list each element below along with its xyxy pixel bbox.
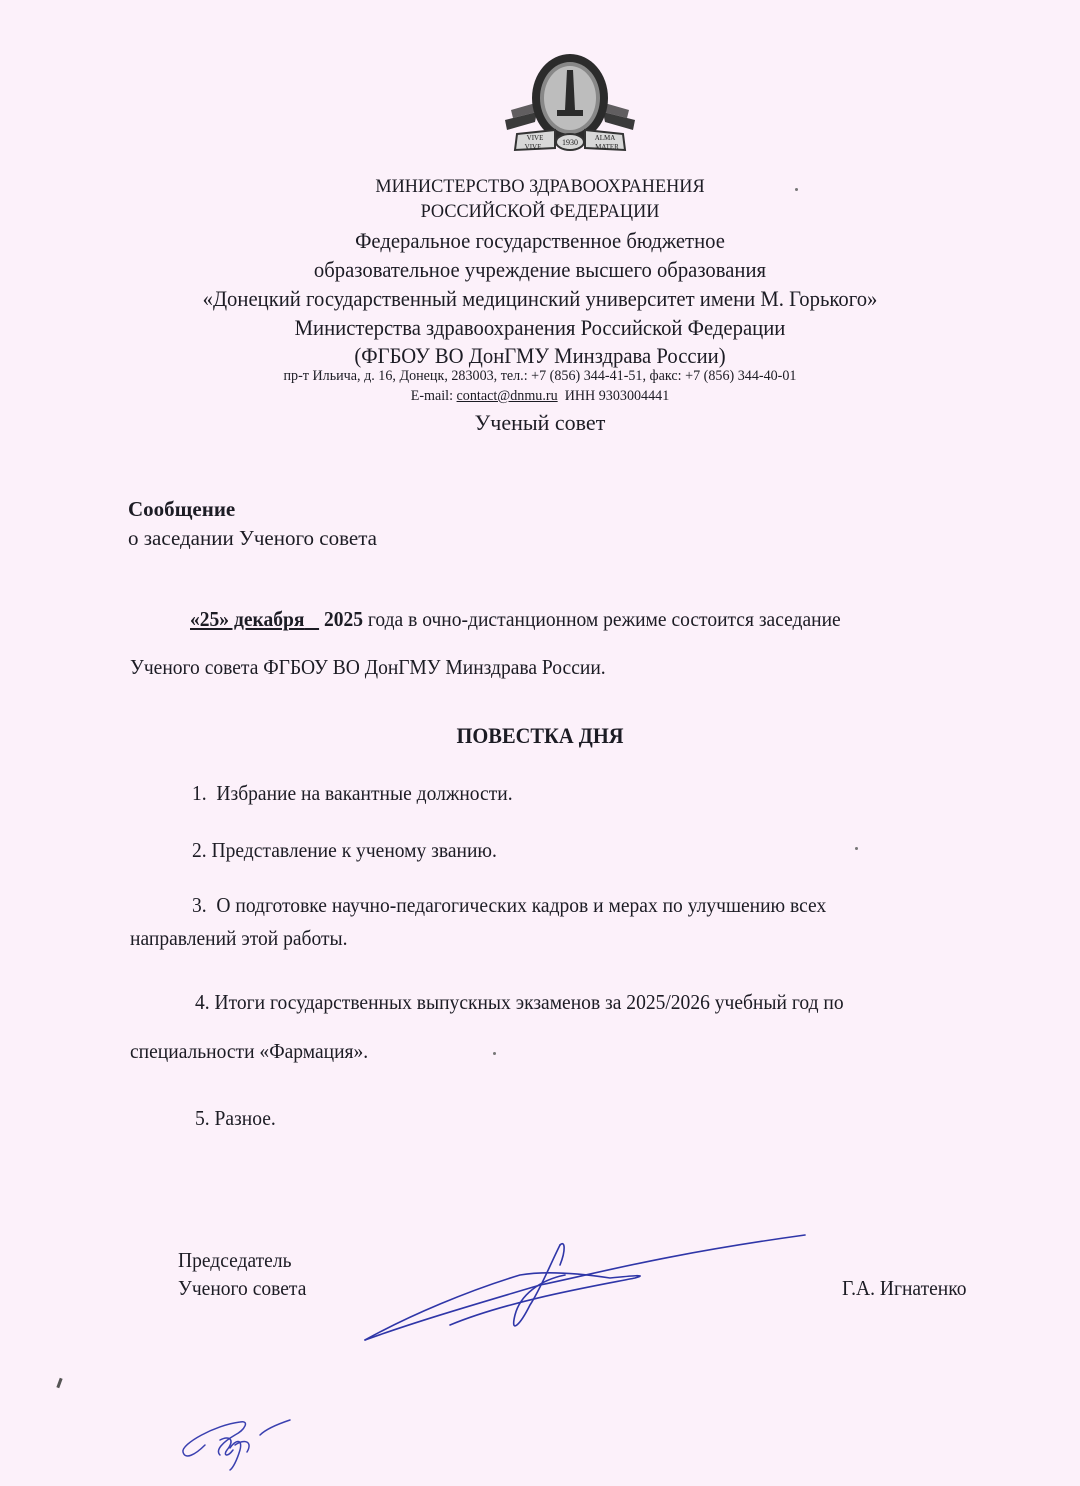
signer-position-line-2: Ученого совета: [178, 1276, 307, 1300]
ministry-line-2: РОССИЙСКОЙ ФЕДЕРАЦИИ: [420, 201, 660, 222]
scan-speck: [795, 188, 798, 191]
meeting-year: 2025: [323, 607, 364, 631]
agenda-item: 2. Представление к ученому званию.: [192, 838, 497, 862]
agenda-item: 5. Разное.: [195, 1106, 276, 1130]
university-emblem-icon: [497, 50, 643, 162]
inn: ИНН 9303004441: [564, 388, 670, 404]
agenda-title: ПОВЕСТКА ДНЯ: [456, 723, 624, 748]
org-line-4: Министерства здравоохранения Российской Федерации: [294, 315, 786, 340]
org-short-name: (ФГБОУ ВО ДонГМУ Минздрава России): [354, 343, 726, 368]
scan-speck: [493, 1052, 496, 1055]
org-contacts: [32, 388, 1047, 405]
council-title: Ученый совет: [474, 410, 606, 435]
signer-position-line-1: Председатель: [178, 1248, 292, 1272]
message-title: Сообщение: [128, 497, 236, 521]
agenda-item-continuation: специальности «Фармация».: [130, 1039, 369, 1063]
signer-name: Г.А. Игнатенко: [842, 1276, 967, 1300]
org-line-3: «Донецкий государственный медицинский университет имени М. Горького»: [202, 286, 878, 311]
svg-text:ALMA: ALMA: [594, 134, 616, 142]
meeting-announcement-line-1: [190, 607, 841, 632]
svg-text:VIVE: VIVE: [526, 134, 544, 142]
scan-mark: [56, 1378, 62, 1388]
agenda-item: 3. О подготовке научно-педагогических кадров и мерах по улучшению всех: [192, 893, 827, 917]
message-subtitle: о заседании Ученого совета: [128, 526, 377, 550]
org-line-2: образовательное учреждение высшего образования: [313, 257, 767, 282]
svg-text:VIVE: VIVE: [524, 143, 542, 151]
handwritten-signature-icon: [360, 1230, 820, 1350]
svg-text:1930: 1930: [562, 138, 578, 147]
email-label: E-mail:: [410, 388, 454, 404]
svg-text:MATER: MATER: [595, 143, 619, 151]
email-link[interactable]: contact@dnmu.ru: [456, 388, 558, 404]
org-line-1: Федеральное государственное бюджетное: [355, 228, 725, 253]
agenda-item-continuation: направлений этой работы.: [130, 926, 348, 950]
scan-speck: [855, 847, 858, 850]
agenda-item: 4. Итоги государственных выпускных экзаменов за 2025/2026 учебный год по: [195, 990, 844, 1014]
handwritten-initials-icon: [175, 1400, 305, 1475]
ministry-line-1: МИНИСТЕРСТВО ЗДРАВООХРАНЕНИЯ: [375, 176, 705, 197]
agenda-item: 1. Избрание на вакантные должности.: [192, 781, 513, 805]
meeting-announcement-line-2: Ученого совета ФГБОУ ВО ДонГМУ Минздрава России.: [130, 655, 606, 679]
announcement-text: года в очно-дистанционном режиме состоится заседание: [363, 607, 841, 631]
meeting-date: «25» декабря: [190, 607, 305, 631]
org-address: пр-т Ильича, д. 16, Донецк, 283003, тел.: +7 (856) 344-41-51, факс: +7 (856) 344-40-01: [283, 368, 797, 384]
